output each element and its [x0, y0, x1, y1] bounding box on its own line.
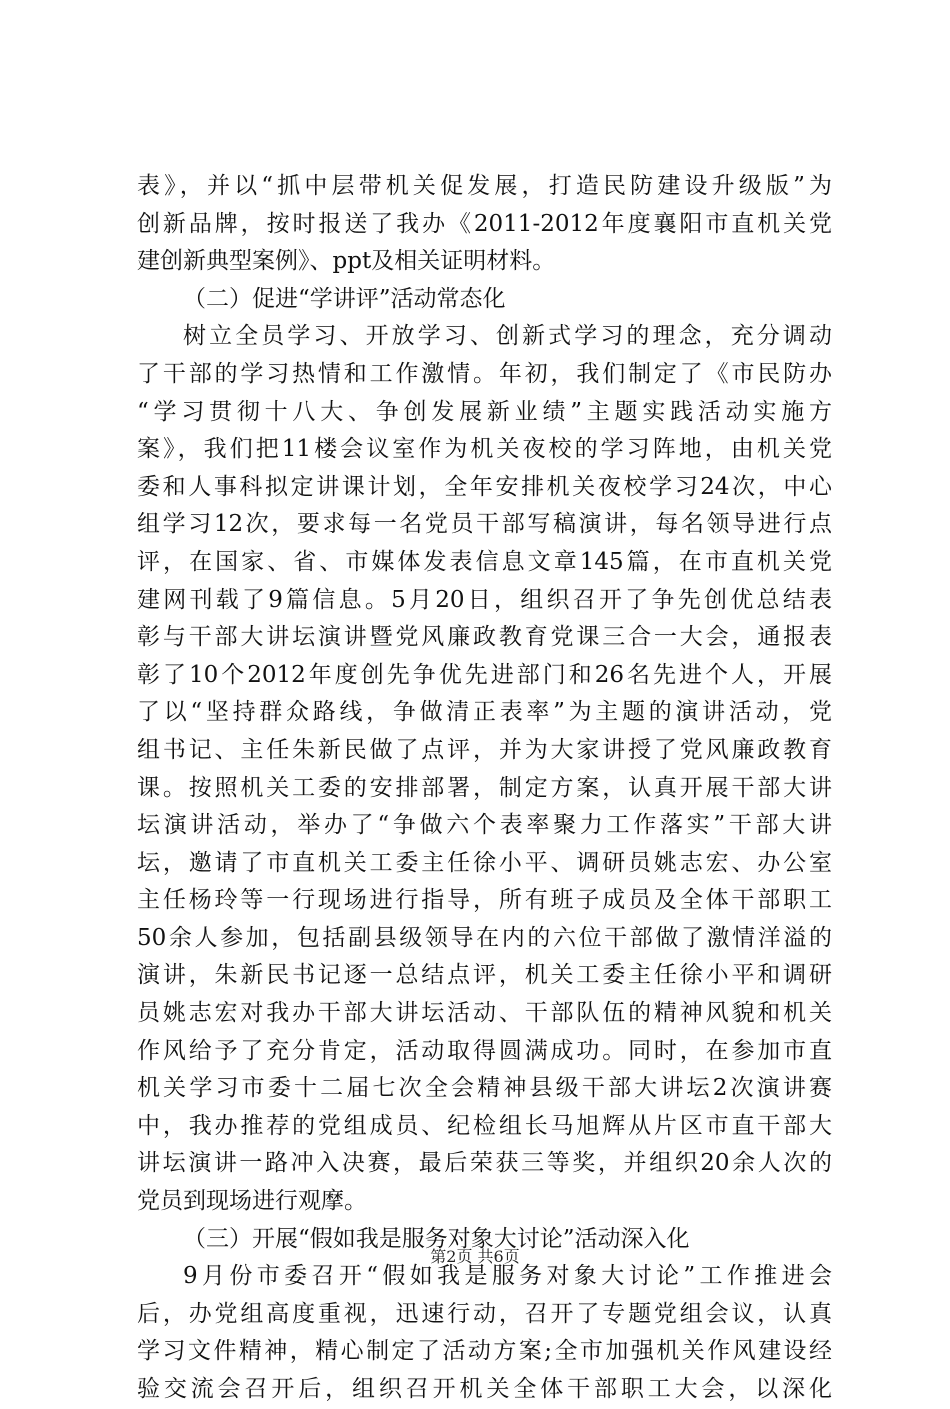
text-line: 主任杨玲等一行现场进行指导，所有班子成员及全体干部职工: [137, 887, 832, 914]
document-body: [137, 168, 832, 1409]
section-heading: （三）开展“假如我是服务对象大讨论”活动深入化: [183, 1225, 690, 1252]
text-line: 彰与干部大讲坛演讲暨党风廉政教育党课三合一大会，通报表: [137, 624, 832, 651]
text-line: 了干部的学习热情和工作激情。年初，我们制定了《市民防办: [137, 360, 832, 387]
text-line: 委和人事科拟定讲课计划，全年安排机关夜校学习24次，中心: [137, 473, 832, 500]
text-line: 员姚志宏对我办干部大讲坛活动、干部队伍的精神风貌和机关: [137, 1000, 832, 1027]
text-line: 演讲，朱新民书记逐一总结点评，机关工委主任徐小平和调研: [137, 962, 832, 989]
text-line: 课。按照机关工委的安排部署，制定方案，认真开展干部大讲: [137, 774, 832, 801]
text-line: 验交流会召开后，组织召开机关全体干部职工大会，以深化: [137, 1376, 832, 1402]
text-line: 中，我办推荐的党组成员、纪检组长马旭辉从片区市直干部大: [137, 1112, 832, 1139]
text-line: 建网刊载了9篇信息。5月20日，组织召开了争先创优总结表: [137, 586, 832, 613]
text-line: 机关学习市委十二届七次全会精神县级干部大讲坛2次演讲赛: [137, 1075, 832, 1102]
text-line: 建创新典型案例》、ppt及相关证明材料。: [137, 248, 556, 275]
text-line: 讲坛演讲一路冲入决赛，最后荣获三等奖，并组织20余人次的: [137, 1150, 832, 1177]
text-line: 了以“坚持群众路线，争做清正表率”为主题的演讲活动，党: [137, 699, 832, 726]
page-footer: 第2页 共6页: [430, 1247, 520, 1266]
text-line: 案》，我们把11楼会议室作为机关夜校的学习阵地，由机关党: [137, 436, 832, 463]
text-line: 树立全员学习、开放学习、创新式学习的理念，充分调动: [183, 323, 832, 350]
text-line: 组书记、主任朱新民做了点评，并为大家讲授了党风廉政教育: [137, 736, 832, 763]
text-line: 后，办党组高度重视，迅速行动，召开了专题党组会议，认真: [137, 1300, 832, 1327]
text-line: 创新品牌，按时报送了我办《2011-2012年度襄阳市直机关党: [137, 210, 832, 237]
text-line: 坛演讲活动，举办了“争做六个表率聚力工作落实”干部大讲: [137, 812, 832, 839]
section-heading: （二）促进“学讲评”活动常态化: [183, 285, 506, 312]
text-line: 表》，并以“抓中层带机关促发展，打造民防建设升级版”为: [137, 173, 832, 199]
text-line: 彰了10个2012年度创先争优先进部门和26名先进个人，开展: [137, 661, 832, 688]
text-line: 作风给予了充分肯定，活动取得圆满成功。同时，在参加市直: [137, 1037, 832, 1064]
text-line: 50余人参加，包括副县级领导在内的六位干部做了激情洋溢的: [137, 924, 832, 951]
text-line: 组学习12次，要求每一名党员干部写稿演讲，每名领导进行点: [137, 511, 832, 538]
text-line: 9月份市委召开“假如我是服务对象大讨论”工作推进会: [183, 1263, 832, 1290]
text-line: 学习文件精神，精心制定了活动方案;全市加强机关作风建设经: [137, 1338, 832, 1365]
text-line: 评，在国家、省、市媒体发表信息文章145篇，在市直机关党: [137, 548, 832, 575]
text-line: 坛，邀请了市直机关工委主任徐小平、调研员姚志宏、办公室: [137, 849, 832, 876]
text-line: “学习贯彻十八大、争创发展新业绩”主题实践活动实施方: [137, 398, 832, 425]
text-line: 党员到现场进行观摩。: [137, 1188, 367, 1215]
